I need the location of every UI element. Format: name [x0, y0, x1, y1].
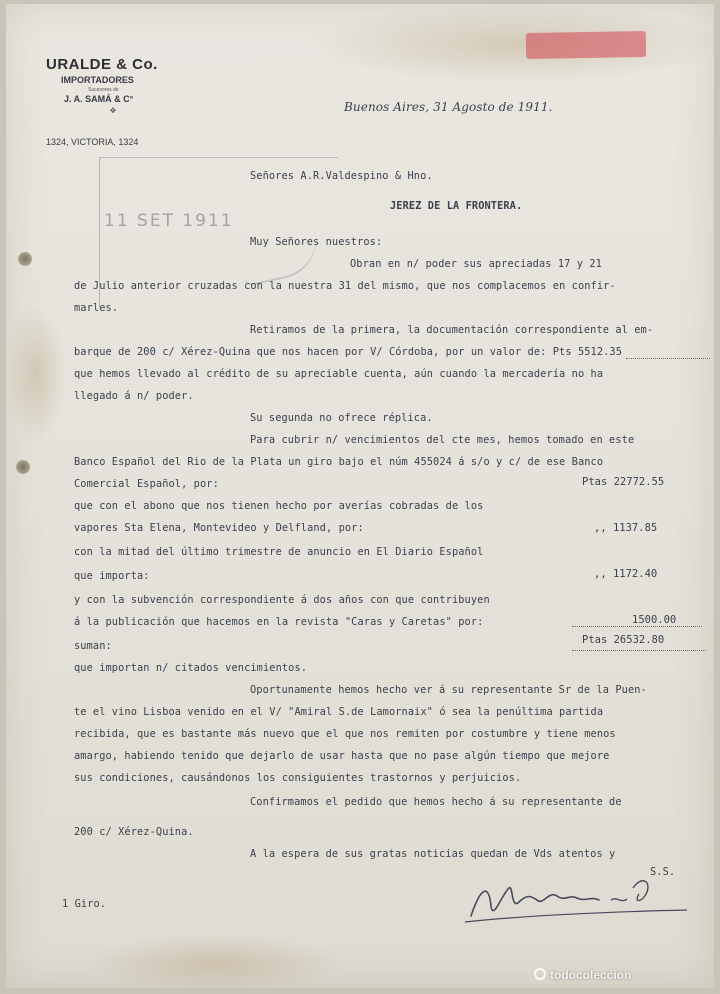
- body-line: vapores Sta Elena, Montevideo y Delfland, por:: [74, 522, 364, 534]
- enclosure-note: 1 Giro.: [62, 898, 107, 910]
- paper-stain: [86, 934, 346, 988]
- paper-stain: [6, 304, 66, 444]
- body-line: amargo, habiendo tenido que dejarlo de usar hasta que no pase algún tiempo que mejore: [74, 750, 610, 762]
- predecessor-name: J. A. SAMÁ & C°: [64, 94, 134, 104]
- watermark-text: todocoleccion: [550, 968, 632, 982]
- body-line: Para cubrir n/ vencimientos del cte mes, hemos tomado en este: [250, 434, 635, 446]
- body-line: marles.: [74, 302, 119, 314]
- amount-dotted-rule: [572, 626, 702, 627]
- amount-value: ,, 1172.40: [594, 568, 658, 580]
- body-line: Obran en n/ poder sus apreciadas 17 y 21: [350, 258, 602, 270]
- letter-sheet: [6, 4, 714, 988]
- ornament-icon: ✥: [110, 105, 117, 116]
- body-line: Comercial Español, por:: [74, 478, 219, 490]
- received-stamp-date: 11 SET 1911: [104, 211, 234, 231]
- body-line: llegado á n/ poder.: [74, 390, 194, 402]
- company-address: 1324, VICTORIA, 1324: [46, 137, 139, 147]
- recipient-city: JEREZ DE LA FRONTERA.: [390, 200, 523, 212]
- watermark-logo-icon: [534, 968, 546, 980]
- salutation: Muy Señores nuestros:: [250, 236, 383, 248]
- handwritten-signature: [461, 866, 691, 926]
- closing-abbrev: S.S.: [650, 866, 676, 878]
- company-name: URALDE & Co.: [46, 56, 158, 73]
- body-line: suman:: [74, 640, 112, 652]
- body-line: que importan n/ citados vencimientos.: [74, 662, 308, 674]
- body-line: á la publicación que hacemos en la revista "Caras y Caretas" por:: [74, 616, 484, 628]
- letterhead: [46, 56, 236, 116]
- letter-date: Buenos Aires, 31 Agosto de 1911.: [344, 100, 553, 114]
- body-line: Retiramos de la primera, la documentación correspondiente al em-: [250, 324, 654, 336]
- body-line: te el vino Lisboa venido en el V/ "Amiral S.de Lamornaix" ó sea la penúltima partida: [74, 706, 604, 718]
- amount-value: ,, 1137.85: [594, 522, 658, 534]
- body-line: de Julio anterior cruzadas con la nuestra 31 del mismo, que nos complacemos en confir-: [74, 280, 616, 292]
- body-line: Oportunamente hemos hecho ver á su representante Sr de la Puen-: [250, 684, 647, 696]
- body-line: Confirmamos el pedido que hemos hecho á su representante de: [250, 796, 622, 808]
- red-ink-stamp: [526, 31, 646, 59]
- body-line: con la mitad del último trimestre de anuncio en El Diario Español: [74, 546, 484, 558]
- body-line: Banco Español del Rio de la Plata un giro bajo el núm 455024 á s/o y c/ de ese Banco: [74, 456, 604, 468]
- binder-hole: [18, 252, 32, 266]
- amount-total: Ptas 26532.80: [582, 634, 665, 646]
- body-line: recibida, que es bastante más nuevo que el que nos remiten por costumbre y tiene menos: [74, 728, 616, 740]
- amount-value: 1500.00: [632, 614, 677, 626]
- body-line: que con el abono que nos tienen hecho por averías cobradas de los: [74, 500, 484, 512]
- body-line: 200 c/ Xérez-Quina.: [74, 826, 194, 838]
- successors-label: Sucesores de: [88, 87, 119, 93]
- recipient-name: Señores A.R.Valdespino & Hno.: [250, 170, 433, 182]
- body-line: que hemos llevado al crédito de su apreciable cuenta, aún cuando la mercadería no ha: [74, 368, 604, 380]
- body-line: sus condiciones, causándonos los consiguientes trastornos y perjuicios.: [74, 772, 522, 784]
- total-underline: [572, 650, 706, 651]
- body-line: que importa:: [74, 570, 150, 582]
- body-line: barque de 200 c/ Xérez-Quina que nos hacen por V/ Córdoba, por un valor de: Pts 5512.35: [74, 346, 623, 358]
- paper-stain: [306, 4, 714, 84]
- binder-hole: [16, 460, 30, 474]
- body-line: y con la subvención correspondiente á dos años con que contribuyen: [74, 594, 490, 606]
- amount-underline: [626, 358, 710, 359]
- body-line: Su segunda no ofrece réplica.: [250, 412, 433, 424]
- closing-line: A la espera de sus gratas noticias quedan de Vds atentos y: [250, 848, 616, 860]
- amount-value: Ptas 22772.55: [582, 476, 665, 488]
- company-tagline: IMPORTADORES: [61, 75, 134, 85]
